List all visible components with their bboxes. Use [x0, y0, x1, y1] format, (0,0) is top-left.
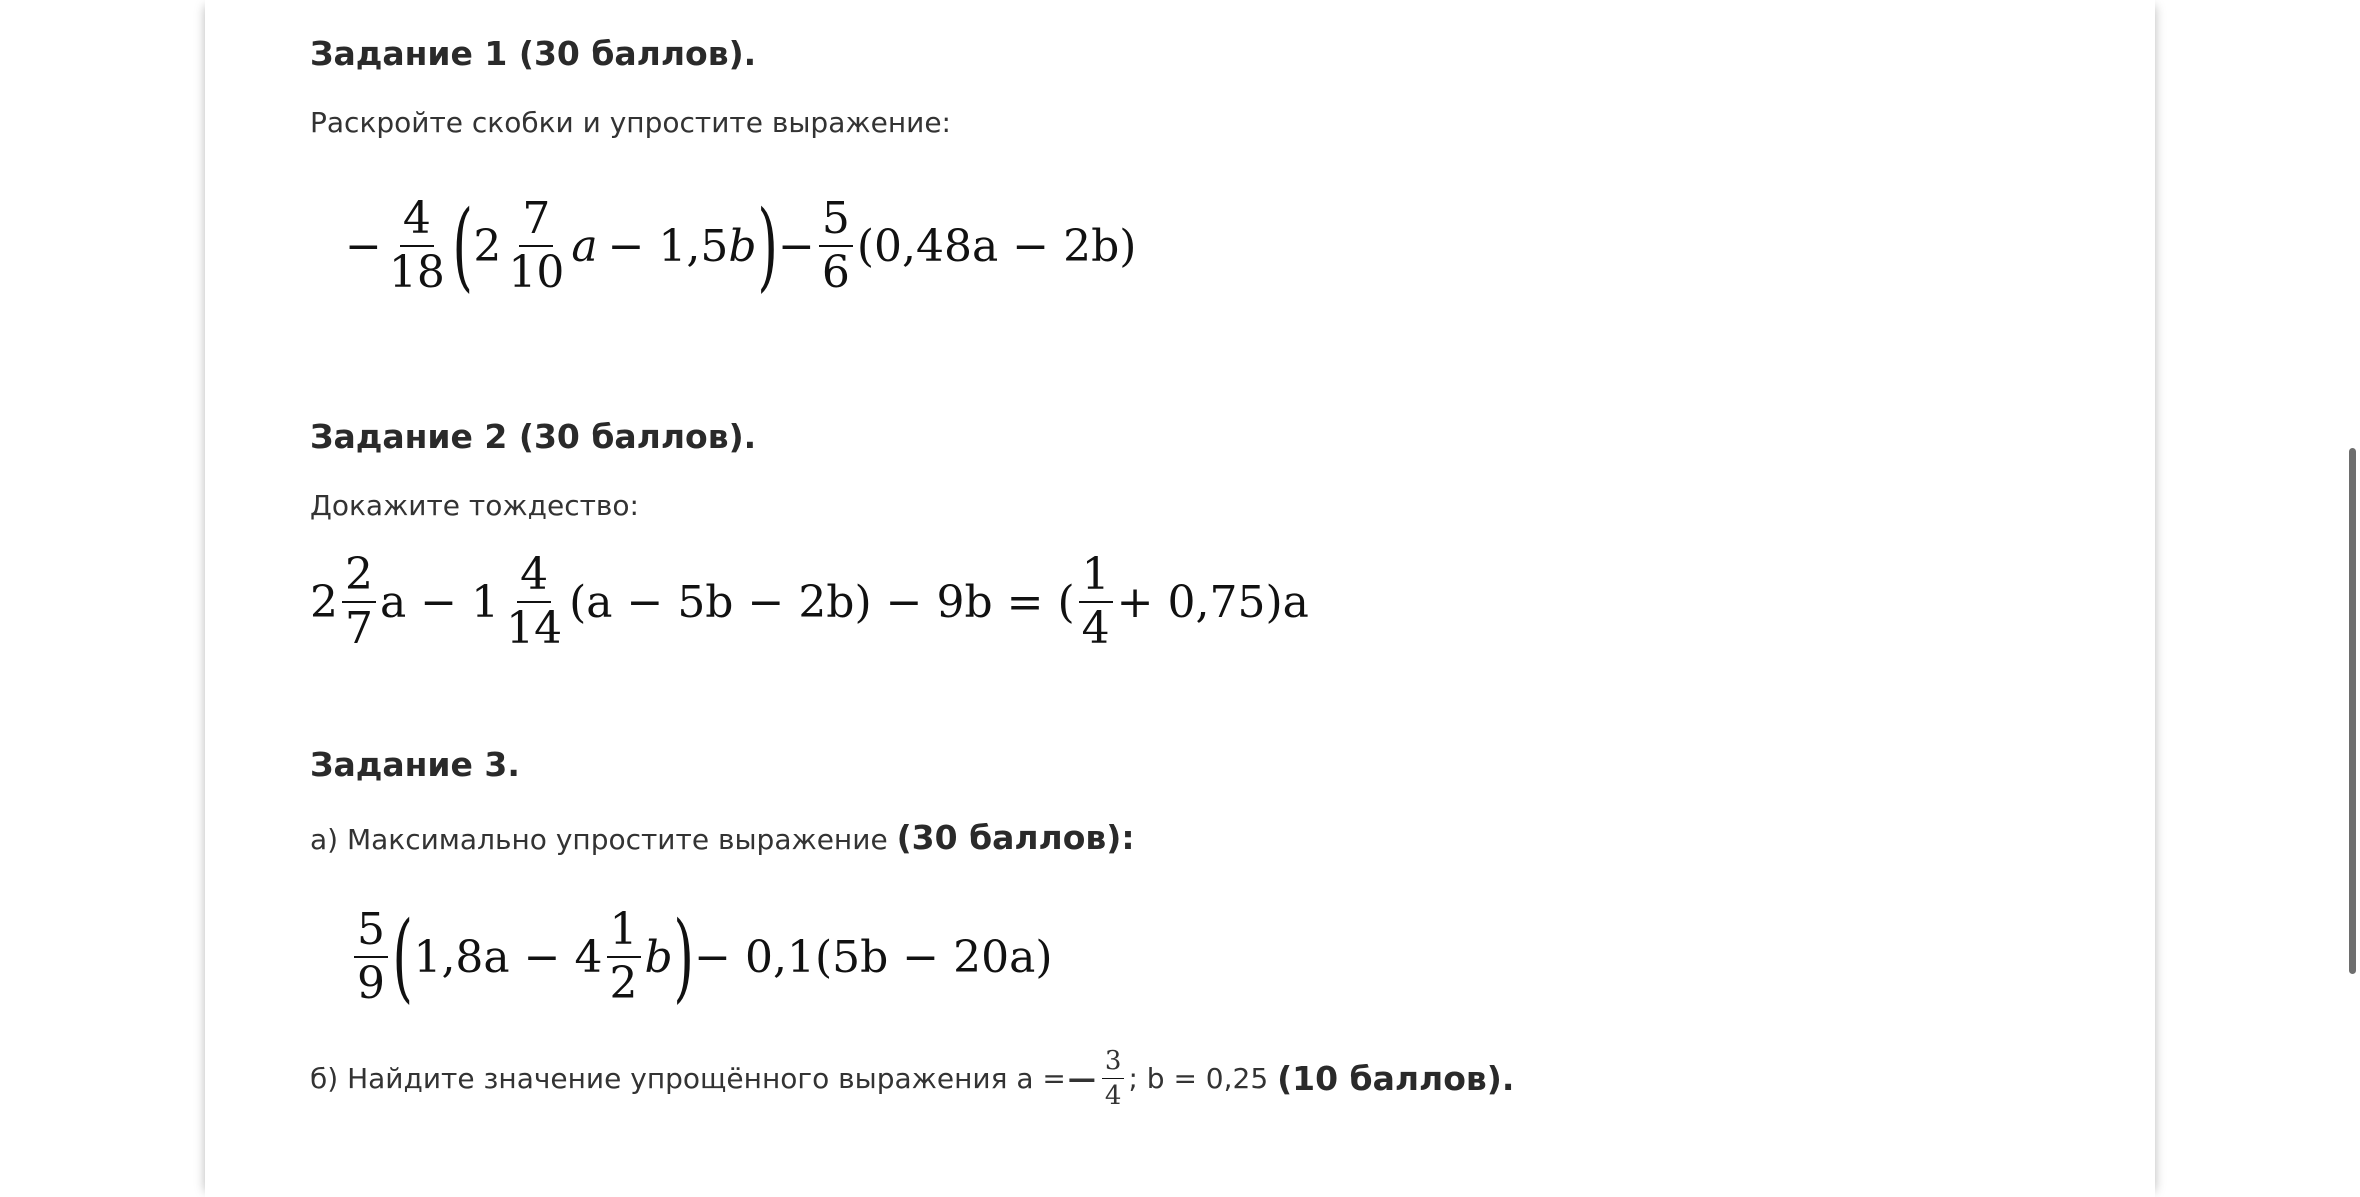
denominator: 10: [508, 247, 565, 298]
fraction: [354, 904, 388, 1009]
fraction: [505, 193, 567, 298]
numerator: 1: [607, 908, 641, 958]
task1-expression: [345, 192, 1136, 300]
task1-heading: Задание 1 (30 баллов).: [310, 34, 757, 73]
task3-b-line: [310, 1048, 1514, 1109]
whole-number: 2: [473, 220, 502, 272]
task2-heading: Задание 2 (30 баллов).: [310, 417, 757, 456]
fraction: [1102, 1048, 1125, 1109]
denominator: 7: [345, 603, 373, 654]
numerator: 7: [519, 197, 553, 247]
expression-part: − 0,1(5b − 20a): [694, 931, 1053, 983]
expression-part: 1,8a − 4: [413, 931, 603, 983]
expression-part: (a − 5b − 2b) − 9b = (: [569, 576, 1075, 628]
variable-b: b: [644, 931, 673, 983]
task1-instruction: Раскройте скобки и упростите выражение:: [310, 106, 951, 139]
variable-b: b: [728, 220, 757, 272]
task3-a-text: а) Максимально упростите выражение: [310, 823, 897, 856]
task3-heading: Задание 3.: [310, 745, 520, 784]
variable-a: a: [571, 220, 598, 272]
numerator: 5: [354, 908, 388, 958]
task2-expression: [310, 550, 1309, 654]
expression-part: + 0,75)a: [1116, 576, 1309, 628]
expression-part: − 1,5: [607, 220, 729, 272]
minus-sign: —: [1067, 1062, 1096, 1095]
denominator: 6: [821, 247, 850, 298]
numerator: 1: [1079, 553, 1113, 603]
expression-part: (0,48a − 2b): [856, 220, 1137, 272]
fraction: [503, 549, 565, 654]
right-paren: ): [756, 190, 778, 302]
minus-sign: −: [345, 220, 382, 272]
numerator: 3: [1102, 1048, 1125, 1079]
fraction: [607, 904, 641, 1009]
fraction: [819, 193, 853, 298]
task3-b-points: (10 баллов).: [1277, 1059, 1515, 1098]
fraction: [1079, 549, 1113, 654]
left-paren: (: [392, 901, 414, 1013]
whole-number: 2: [310, 576, 338, 628]
left-paren: (: [452, 190, 473, 302]
fraction: [342, 549, 376, 654]
numerator: 4: [400, 197, 434, 247]
task3-b-rest: ; b = 0,25: [1128, 1062, 1278, 1095]
task3-a-points: (30 баллов):: [896, 818, 1135, 857]
numerator: 5: [819, 197, 853, 247]
denominator: 2: [609, 958, 638, 1009]
numerator: 2: [342, 553, 376, 603]
denominator: 4: [1081, 603, 1110, 654]
task3-a-line: [310, 818, 1135, 857]
fraction: [386, 193, 448, 298]
expression-part: a − 1: [380, 576, 500, 628]
task3-b-text: б) Найдите значение упрощённого выражения a =: [310, 1062, 1066, 1095]
denominator: 18: [388, 247, 445, 298]
right-paren: ): [673, 901, 694, 1013]
task2-instruction: Докажите тождество:: [310, 489, 639, 522]
vertical-scrollbar[interactable]: [2349, 448, 2356, 974]
denominator: 14: [506, 603, 563, 654]
minus-sign: −: [778, 220, 815, 272]
numerator: 4: [517, 553, 551, 603]
task3-expression: [350, 903, 1053, 1011]
denominator: 9: [357, 958, 385, 1009]
denominator: 4: [1104, 1081, 1122, 1111]
